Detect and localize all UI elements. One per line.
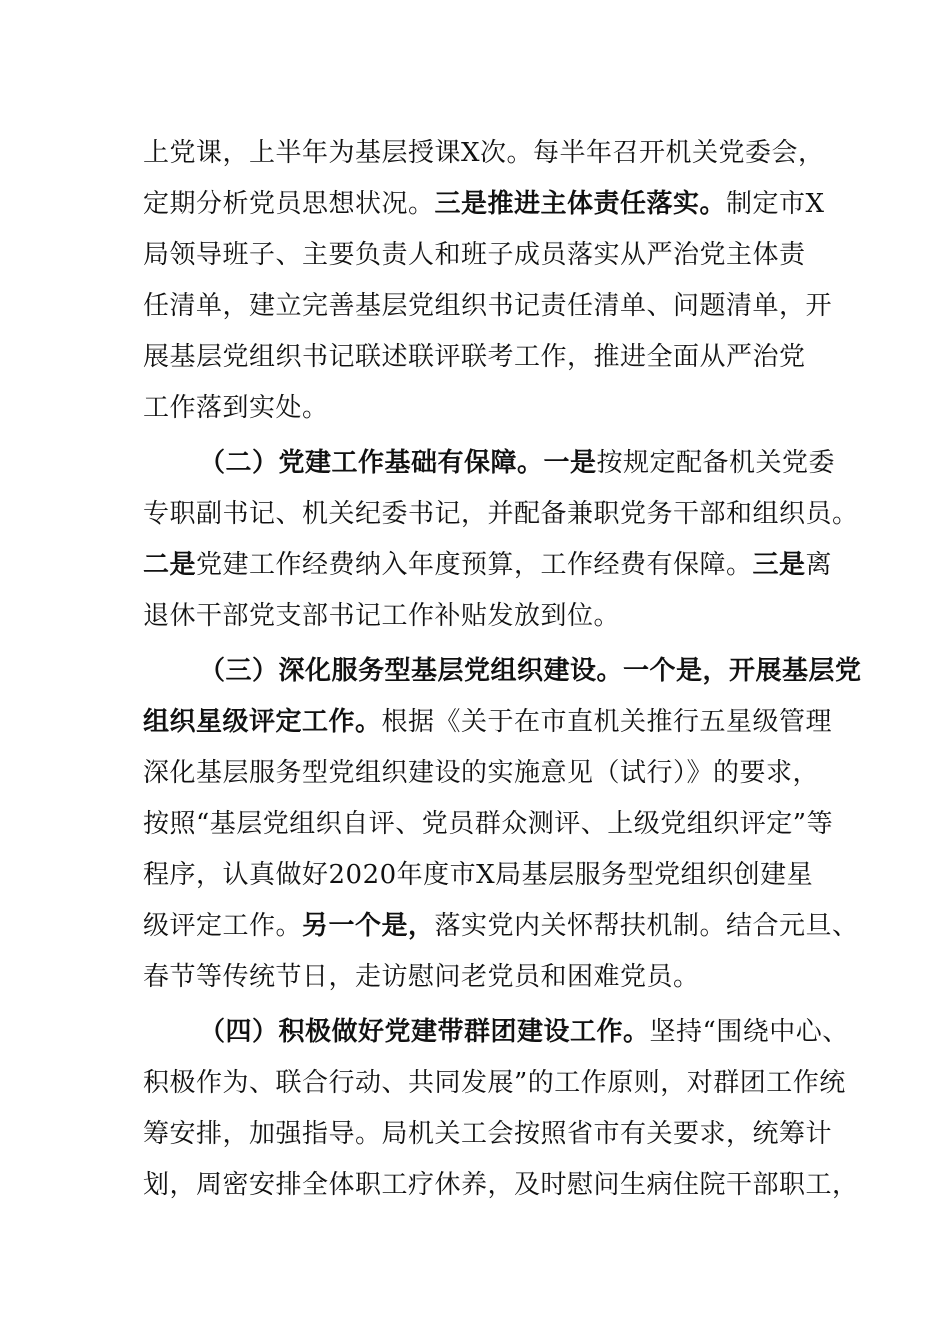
paragraph-line: 积极作为、联合行动、共同发展”的工作原则，对群团工作统	[143, 1068, 846, 1098]
paragraph-line: 划，周密安排全体职工疗休养，及时慰问生病住院干部职工，	[143, 1170, 859, 1200]
document-body	[143, 128, 862, 1211]
paragraph-line: 专职副书记、机关纪委书记，并配备兼职党务干部和组织员。	[143, 499, 859, 529]
paragraph-line: 级评定工作。另一个是，落实党内关怀帮扶机制。结合元旦、	[143, 911, 859, 941]
paragraph-line: 退休干部党支部书记工作补贴发放到位。	[143, 601, 621, 631]
paragraph-line: 二是党建工作经费纳入年度预算，工作经费有保障。三是离	[143, 550, 833, 580]
paragraph-line: 展基层党组织书记联述联评联考工作，推进全面从严治党	[143, 342, 806, 372]
paragraph-line: 定期分析党员思想状况。三是推进主体责任落实。制定市X	[143, 189, 825, 219]
paragraph-line: 程序，认真做好2020年度市X局基层服务型党组织创建星	[143, 860, 814, 890]
paragraph-line: 筹安排，加强指导。局机关工会按照省市有关要求，统筹计	[143, 1119, 833, 1149]
paragraph-line: 上党课，上半年为基层授课X次。每半年召开机关党委会，	[143, 138, 825, 168]
paragraph-line: 按照“基层党组织自评、党员群众测评、上级党组织评定”等	[143, 809, 834, 839]
section-heading-line: （二）党建工作基础有保障。一是按规定配备机关党委	[199, 448, 836, 478]
paragraph-line: 工作落到实处。	[143, 393, 329, 423]
paragraph-line: 深化基层服务型党组织建设的实施意见（试行）》的要求，	[143, 758, 820, 788]
section-heading-line: （四）积极做好党建带群团建设工作。坚持“围绕中心、	[199, 1017, 849, 1047]
paragraph-line: 组织星级评定工作。根据《关于在市直机关推行五星级管理	[143, 707, 833, 737]
paragraph-line: 任清单，建立完善基层党组织书记责任清单、问题清单，开	[143, 291, 833, 321]
paragraph-line: 局领导班子、主要负责人和班子成员落实从严治党主体责	[143, 240, 806, 270]
paragraph-line: 春节等传统节日，走访慰问老党员和困难党员。	[143, 962, 700, 992]
section-heading-line: （三）深化服务型基层党组织建设。一个是，开展基层党	[199, 656, 862, 686]
